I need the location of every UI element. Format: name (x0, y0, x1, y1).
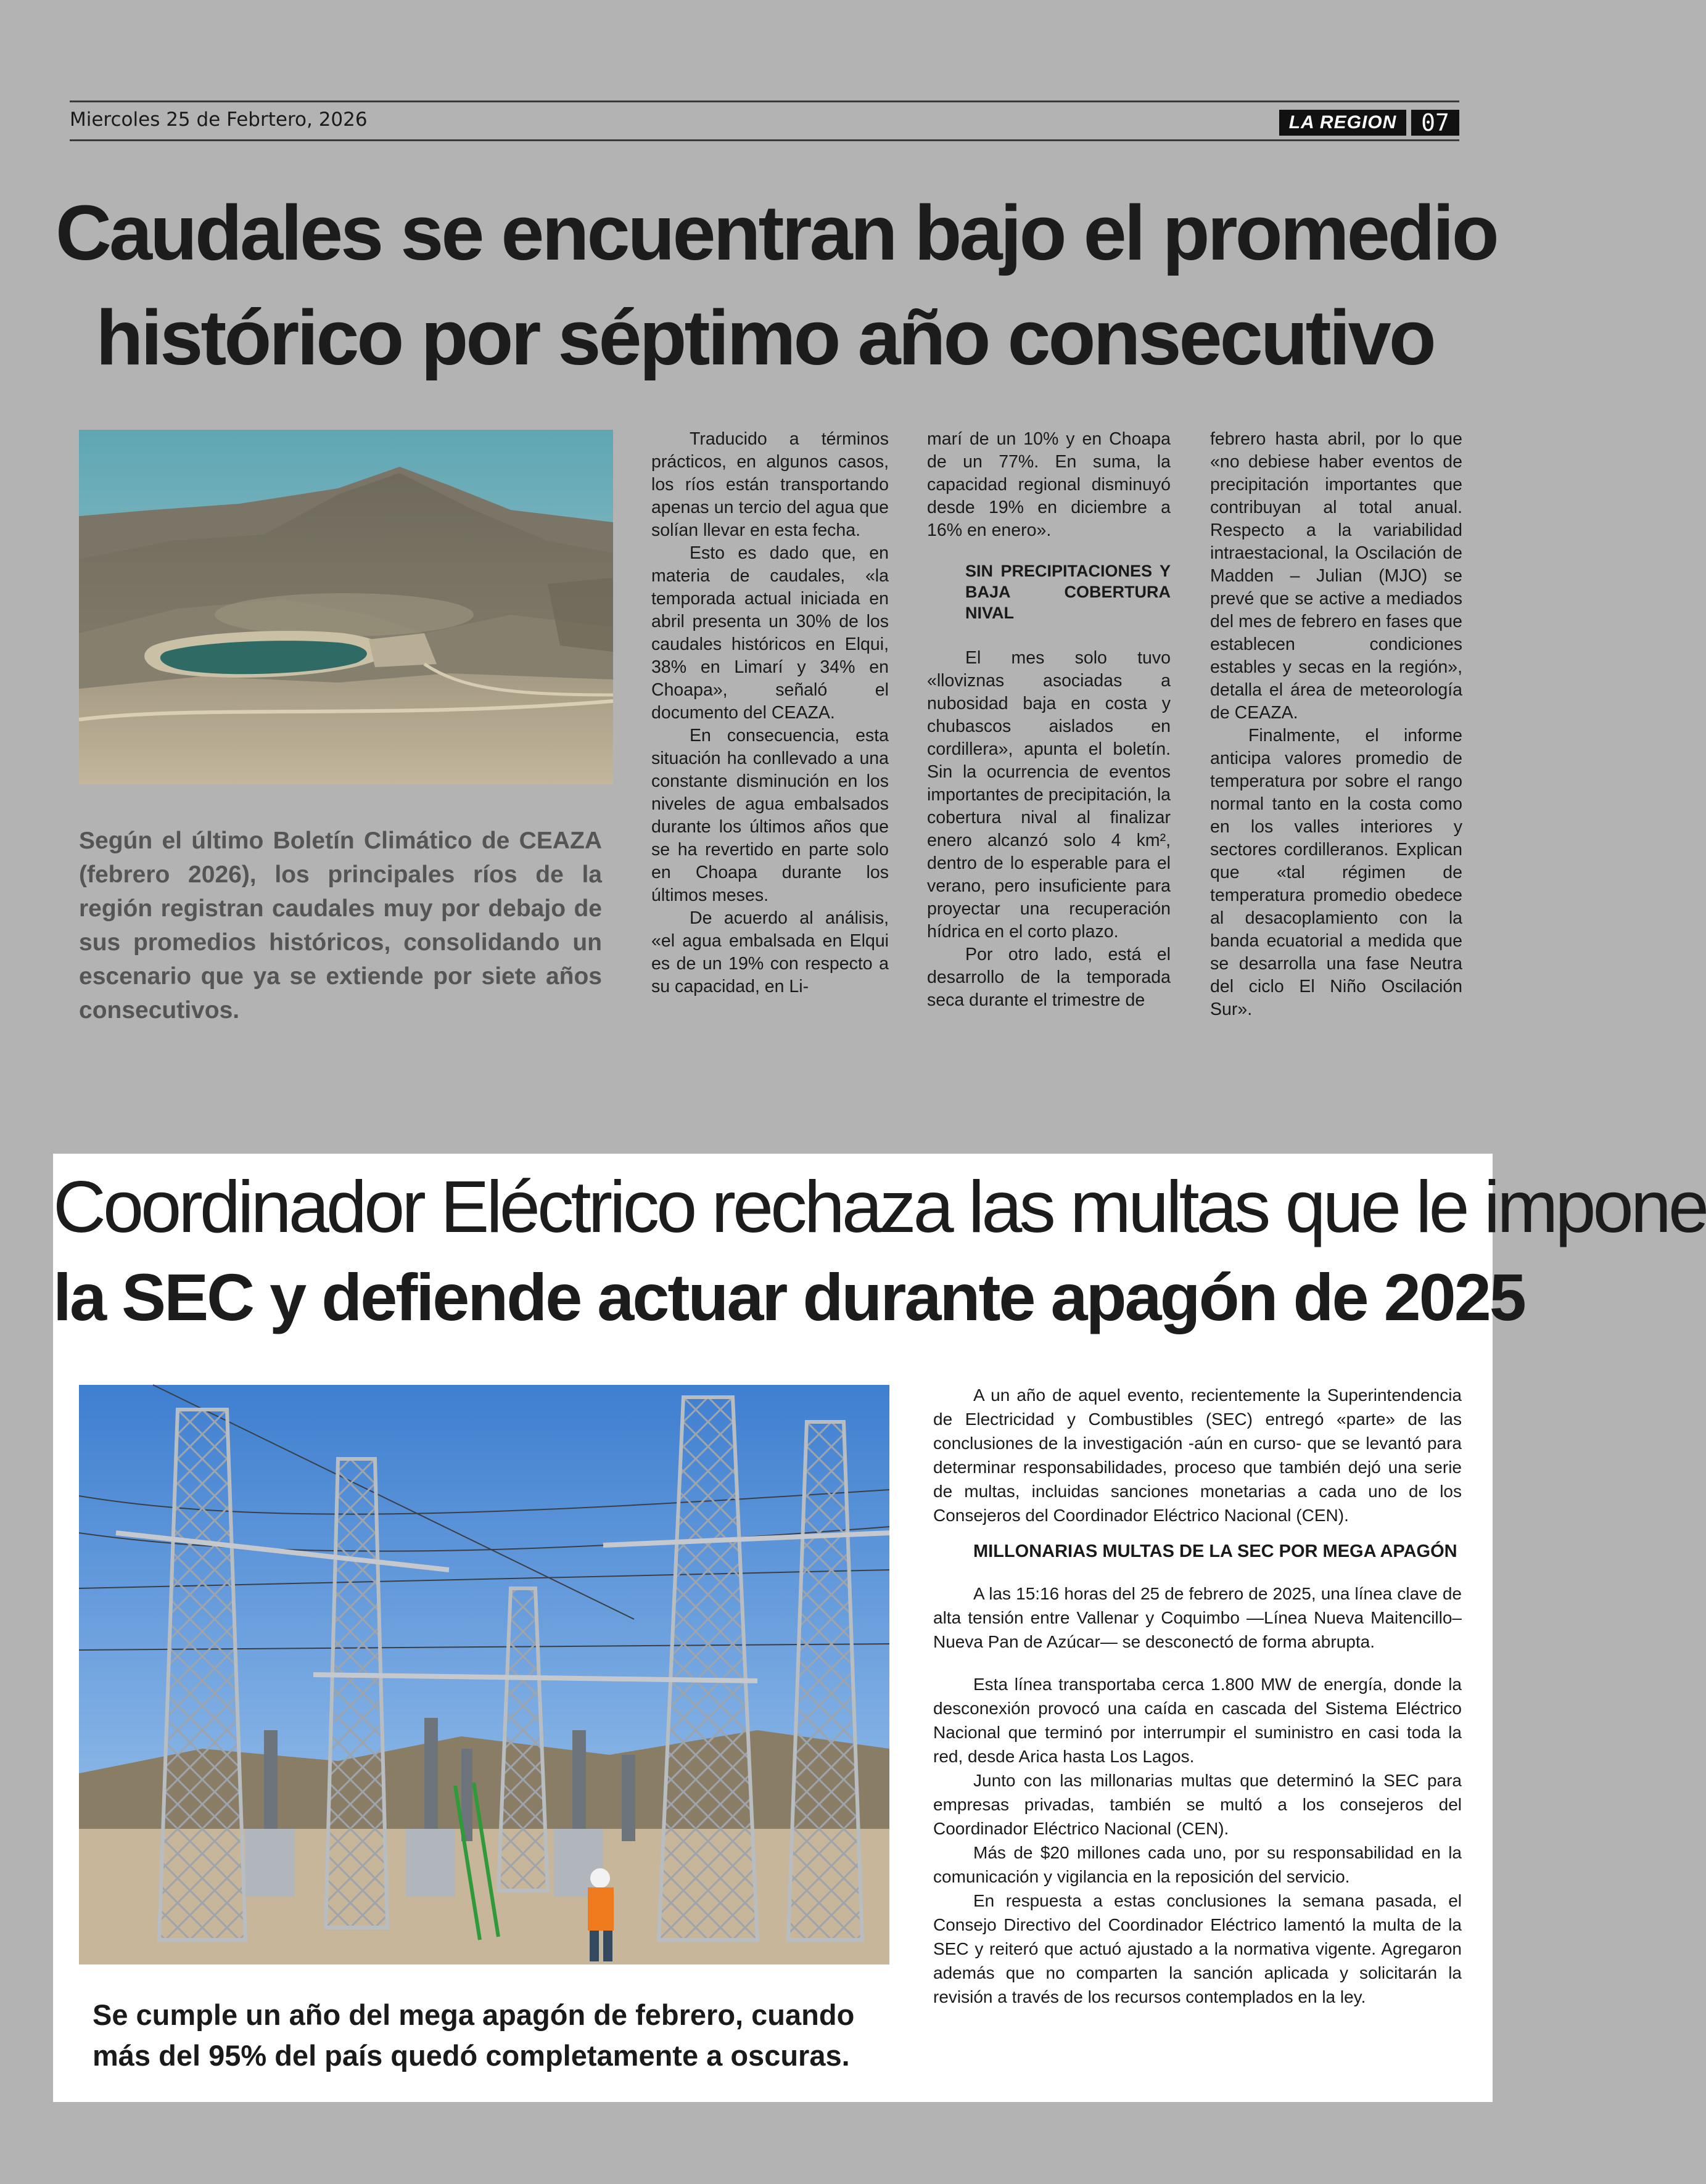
newspaper-brand: LA REGION (1279, 110, 1406, 136)
article1-paragraph: De acuerdo al análisis, «el agua embalsada en Elqui es de un 19% con respecto a su capacidad, en Li- (651, 908, 889, 996)
article1-column3 (1210, 428, 1462, 1021)
article2-headline-line1: Coordinador Eléctrico rechaza las multas que le impone (53, 1166, 1706, 1248)
reservoir-photo (79, 430, 613, 784)
article2-paragraph: A las 15:16 horas del 25 de febrero de 2025, una línea clave de alta tensión entre Vallenar y Coquimbo —Línea Nueva Maitencillo–Nueva Pan de Azúcar— se desconectó de forma abrupta. (933, 1584, 1462, 1651)
article2-paragraph: Más de $20 millones cada uno, por su responsabilidad en la comunicación y vigilancia en la reposición del servicio. (933, 1843, 1462, 1886)
header-top-rule (70, 101, 1459, 102)
article1-paragraph: marí de un 10% y en Choapa de un 77%. En suma, la capacidad regional disminuyó desde 19% en diciembre a 16% en enero». (927, 429, 1171, 540)
page-number: 07 (1411, 110, 1459, 136)
substation-illustration (79, 1385, 889, 1964)
header-bottom-rule (70, 139, 1459, 141)
article1-paragraph: Esto es dado que, en materia de caudales, «la temporada actual iniciada en abril presenta un 30% de los caudales históricos en Elqui, 38% en Limarí y 34% en Choapa», señaló el documento del CEAZA. (651, 543, 889, 723)
reservoir-illustration (79, 430, 613, 784)
article1-headline-line2: histórico por séptimo año consecutivo (96, 294, 1434, 381)
article1-paragraph: febrero hasta abril, por lo que «no debiese haber eventos de precipitación importantes que contribuyan al total anual. Respecto a la variabilidad intraestacional, la Oscilación de Madden – Julian (MJO) se prevé que se active a mediados del mes de febrero en fases que establecen condiciones estables y secas en la región», detalla el área de meteorología de CEAZA. (1210, 429, 1462, 723)
article2-column (933, 1383, 1462, 2009)
article2-photo-caption: Se cumple un año del mega apagón de febrero, cuando más del 95% del país quedó completamente a oscuras. (93, 1998, 855, 2072)
article1-paragraph: En consecuencia, esta situación ha conllevado a una constante disminución en los niveles de agua embalsados durante los últimos años que se ha revertido en parte solo en Choapa durante los últimos meses. (651, 726, 889, 905)
article1-column2 (927, 428, 1171, 1012)
article1-column1 (651, 428, 889, 998)
article2-headline-line2: la SEC y defiende actuar durante apagón de 2025 (53, 1260, 1525, 1334)
article1-paragraph: Por otro lado, está el desarrollo de la temporada seca durante el trimestre de (927, 945, 1171, 1010)
substation-photo (79, 1385, 889, 1964)
issue-date: Miercoles 25 de Febrtero, 2026 (70, 109, 368, 131)
article2-subheading: MILLONARIAS MULTAS DE LA SEC POR MEGA APAGÓN (973, 1542, 1457, 1561)
article2-paragraph: Junto con las millonarias multas que determinó la SEC para empresas privadas, también se multó a los consejeros del Coordinador Eléctrico Nacional (CEN). (933, 1771, 1462, 1838)
article2-paragraph: En respuesta a estas conclusiones la semana pasada, el Consejo Directivo del Coordinador Eléctrico lamentó la multa de la SEC y reiteró que actuó ajustado a la normativa vigente. Agregaron además que no comparten la sanción aplicada y solicitarán la revisión a través de los recursos contemplados en la ley. (933, 1891, 1462, 2006)
article1-lead: Según el último Boletín Climático de CEAZA (febrero 2026), los principales ríos de la región registran caudales muy por debajo de sus promedios históricos, consolidando un escenario que ya se extiende por siete años consecutivos. (79, 827, 602, 1024)
article2-paragraph: Esta línea transportaba cerca 1.800 MW de energía, donde la desconexión provocó una caída en cascada del Sistema Eléctrico Nacional que terminó por interrumpir el suministro en casi toda la red, desde Arica hasta Los Lagos. (933, 1675, 1462, 1766)
article1-paragraph: Finalmente, el informe anticipa valores promedio de temperatura por sobre el rango normal tanto en la costa como en los valles interiores y sectores cordilleranos. Explican que «tal régimen de temperatura promedio obedece al desacoplamiento con la banda ecuatorial a medida que se desarrolla una fase Neutra del ciclo El Niño Oscilación Sur». (1210, 726, 1462, 1019)
article1-paragraph: Traducido a términos prácticos, en algunos casos, los ríos están transportando apenas un tercio del agua que solían llevar en esta fecha. (651, 429, 889, 540)
article2-paragraph: A un año de aquel evento, recientemente la Superintendencia de Electricidad y Combustibles (SEC) entregó «parte» de las conclusiones de la investigación -aún en curso- que se levantó para determinar responsabilidades, proceso que también dejó una serie de multas, incluidas sanciones monetarias a cada uno de los Consejeros del Coordinador Eléctrico Nacional (CEN). (933, 1386, 1462, 1525)
article1-headline-line1: Caudales se encuentran bajo el promedio (56, 189, 1497, 276)
article1-subheading: SIN PRECIPITACIONES Y BAJA COBERTURA NIVAL (965, 562, 1171, 622)
article1-paragraph: El mes solo tuvo «lloviznas asociadas a nubosidad baja en costa y chubascos aislados en cordillera», apunta el boletín. Sin la ocurrencia de eventos importantes de precipitación, la cobertura nival al finalizar enero alcanzó solo 4 km², dentro de lo esperable para el verano, pero insuficiente para proyectar una recuperación hídrica en el corto plazo. (927, 648, 1171, 942)
